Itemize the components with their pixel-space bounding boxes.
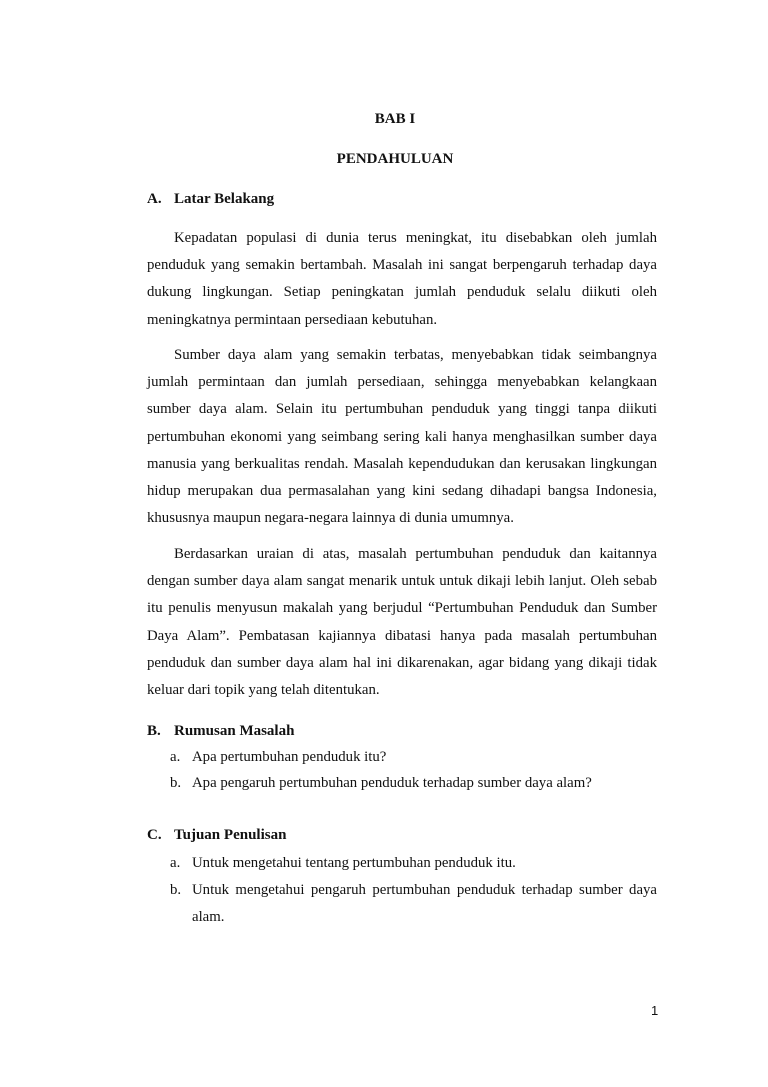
section-a-title: Latar Belakang	[174, 191, 275, 207]
list-item	[170, 877, 657, 931]
chapter-title: PENDAHULUAN	[336, 151, 454, 167]
section-c-heading	[147, 826, 286, 844]
chapter-label: BAB I	[374, 111, 416, 127]
list-item	[170, 770, 657, 796]
page-number: 1	[651, 1003, 659, 1018]
section-b-title: Rumusan Masalah	[174, 723, 295, 739]
list-item-text: Apa pertumbuhan penduduk itu?	[192, 749, 387, 765]
list-marker: b.	[170, 882, 182, 898]
list-item-text: Untuk mengetahui pengaruh pertumbuhan penduduk terhadap sumber daya alam.	[192, 882, 657, 925]
paragraph-1: Kepadatan populasi di dunia terus meningkat, itu disebabkan oleh jumlah penduduk yang semakin bertambah. Masalah ini sangat berpengaruh terhadap daya dukung lingkungan. Setiap peningkatan jumlah penduduk selalu diikuti oleh meningkatnya permintaan persediaan kebutuhan.	[147, 230, 657, 328]
tujuan-list	[170, 850, 657, 931]
list-item	[170, 744, 657, 770]
paragraph-3: Berdasarkan uraian di atas, masalah pertumbuhan penduduk dan kaitannya dengan sumber daya alam sangat menarik untuk untuk dikaji lebih lanjut. Oleh sebab itu penulis menyusun makalah yang berjudul “Pertumbuhan Penduduk dan Sumber Daya Alam”. Pembatasan kajiannya dibatasi hanya pada masalah pertumbuhan penduduk dan sumber daya alam hal ini dikarenakan, agar bidang yang dikaji tidak keluar dari topik yang telah ditentukan.	[147, 546, 657, 699]
list-marker: a.	[170, 855, 181, 871]
section-a-heading	[147, 190, 274, 208]
paragraph-2: Sumber daya alam yang semakin terbatas, menyebabkan tidak seimbangnya jumlah permintaan dan jumlah persediaan, sehingga menyebabkan kelangkaan sumber daya alam. Selain itu pertumbuhan penduduk yang tinggi tanpa diikuti pertumbuhan ekonomi yang seimbang sering kali hanya menghasilkan sumber daya manusia yang berkualitas rendah. Masalah kependudukan dan kerusakan lingkungan hidup merupakan dua permasalahan yang kini sedang dihadapi bangsa Indonesia, khususnya maupun negara-negara lainnya di dunia umumnya.	[147, 347, 657, 527]
section-c-title: Tujuan Penulisan	[174, 827, 287, 843]
list-item	[170, 850, 657, 877]
section-a-letter: A.	[147, 191, 162, 207]
section-c-letter: C.	[147, 827, 162, 843]
list-marker: b.	[170, 775, 182, 791]
rumusan-list	[170, 744, 657, 796]
list-item-text: Apa pengaruh pertumbuhan penduduk terhadap sumber daya alam?	[192, 775, 592, 791]
section-b-letter: B.	[147, 723, 161, 739]
section-b-heading	[147, 722, 294, 740]
list-item-text: Untuk mengetahui tentang pertumbuhan penduduk itu.	[192, 855, 516, 871]
list-marker: a.	[170, 749, 181, 765]
